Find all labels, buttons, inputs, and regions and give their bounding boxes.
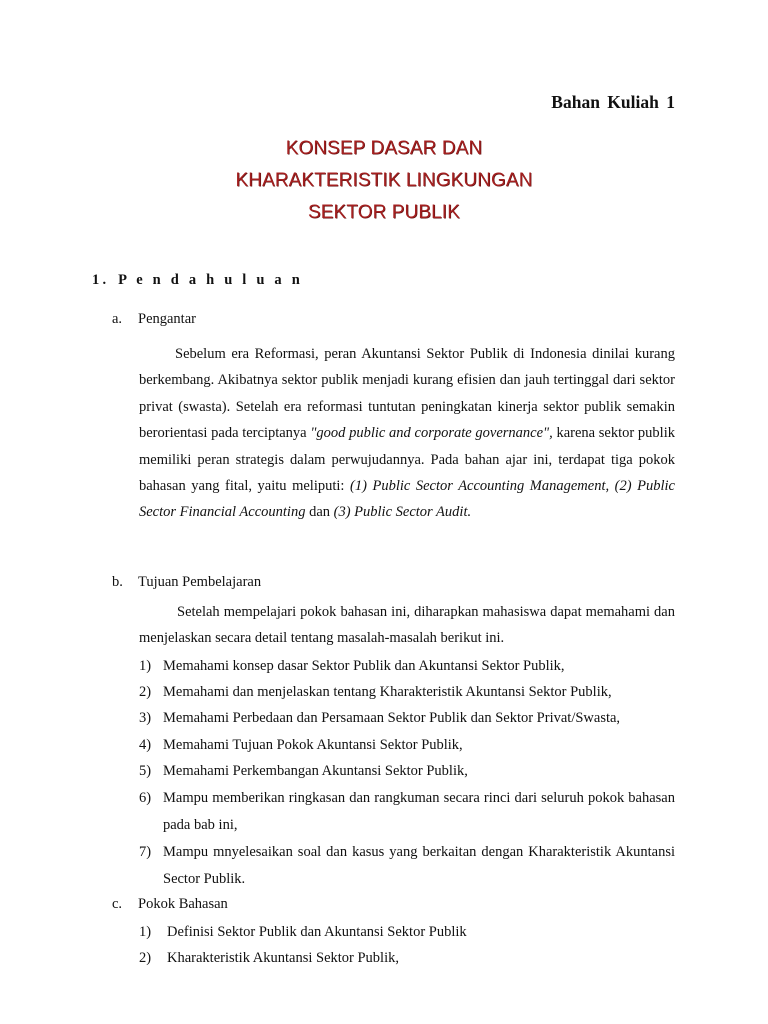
subsection-c-marker: c. — [112, 896, 123, 912]
list-item — [139, 679, 675, 705]
list-item-number: 4) — [139, 737, 152, 753]
list-item — [139, 653, 675, 679]
intro-italic-topics: (1) Public Sector Accounting Management, (2) Public Sector Financial Accounting — [139, 478, 675, 521]
subsection-b-marker: b. — [112, 574, 123, 590]
objectives-intro-text: Setelah mempelajari pokok bahasan ini, diharapkan mahasiswa dapat memahami dan menjelaskan secara detail tentang masalah-masalah berikut ini. — [139, 604, 675, 647]
lecture-label: Bahan Kuliah 1 — [551, 92, 675, 112]
section-title: P e n d a h u l u a n — [118, 272, 303, 288]
intro-italic-governance: "good public and corporate governance", — [310, 425, 553, 442]
list-item — [139, 785, 675, 839]
intro-text-1: Sebelum era Reformasi, peran Akuntansi Sektor Publik di Indonesia dinilai kurang berkembang. Akibatnya sektor publik menjadi kurang efisien dan jauh tertinggal dari sektor privat (swasta). Setelah era reformasi tuntutan peningkatan kinerja sektor publik semakin berorientasi pada terciptanya — [139, 346, 675, 442]
subsection-b-heading — [112, 574, 261, 591]
title-line-1: KONSEP DASAR DAN — [285, 138, 483, 159]
subsection-a-marker: a. — [112, 311, 123, 327]
list-item-text: Memahami dan menjelaskan tentang Kharakteristik Akuntansi Sektor Publik, — [163, 684, 612, 700]
title-line-3: SEKTOR PUBLIK — [308, 202, 460, 223]
topic-item — [139, 945, 675, 971]
subsection-c-title: Pokok Bahasan — [138, 896, 228, 912]
title-line-2: KHARAKTERISTIK LINGKUNGAN — [235, 170, 533, 191]
objectives-intro — [139, 599, 675, 652]
list-item — [139, 705, 675, 731]
intro-paragraph — [139, 341, 675, 526]
list-item-number: 5) — [139, 763, 152, 779]
list-item-text: Mampu mnyelesaikan soal dan kasus yang berkaitan dengan Kharakteristik Akuntansi Sector Publik. — [163, 844, 675, 887]
list-item-number: 1) — [139, 658, 152, 674]
list-item-number: 6) — [139, 790, 152, 806]
list-item — [139, 839, 675, 893]
topic-item — [139, 919, 675, 945]
section-heading — [92, 272, 303, 289]
list-item-number: 3) — [139, 710, 152, 726]
list-item-text: Memahami konsep dasar Sektor Publik dan Akuntansi Sektor Publik, — [163, 658, 565, 674]
topic-item-text: Definisi Sektor Publik dan Akuntansi Sektor Publik — [167, 924, 467, 940]
list-item-text: Memahami Perbedaan dan Persamaan Sektor Publik dan Sektor Privat/Swasta, — [163, 710, 621, 726]
intro-text-and: dan — [305, 504, 334, 521]
topic-item-text: Kharakteristik Akuntansi Sektor Publik, — [167, 950, 399, 966]
list-item-text: Memahami Tujuan Pokok Akuntansi Sektor Publik, — [163, 737, 463, 753]
subsection-c-heading — [112, 896, 228, 913]
subsection-a-heading — [112, 311, 196, 328]
list-item — [139, 732, 675, 758]
topic-item-number: 2) — [139, 950, 152, 966]
subsection-a-title: Pengantar — [138, 311, 196, 327]
list-item-text: Mampu memberikan ringkasan dan rangkuman secara rinci dari seluruh pokok bahasan pada bab ini, — [163, 790, 675, 833]
section-number: 1. — [92, 272, 110, 288]
list-item-number: 7) — [139, 844, 152, 860]
list-item-number: 2) — [139, 684, 152, 700]
intro-text-2: karena sektor publik memiliki peran strategis dalam perwujudannya. Pada bahan ajar ini, terdapat tiga pokok bahasan yang fital, yaitu meliputi: — [139, 425, 675, 495]
list-item — [139, 758, 675, 784]
topic-item-number: 1) — [139, 924, 152, 940]
subsection-b-title: Tujuan Pembelajaran — [138, 574, 262, 590]
intro-italic-audit: (3) Public Sector Audit. — [333, 504, 472, 521]
list-item-text: Memahami Perkembangan Akuntansi Sektor Publik, — [163, 763, 468, 779]
